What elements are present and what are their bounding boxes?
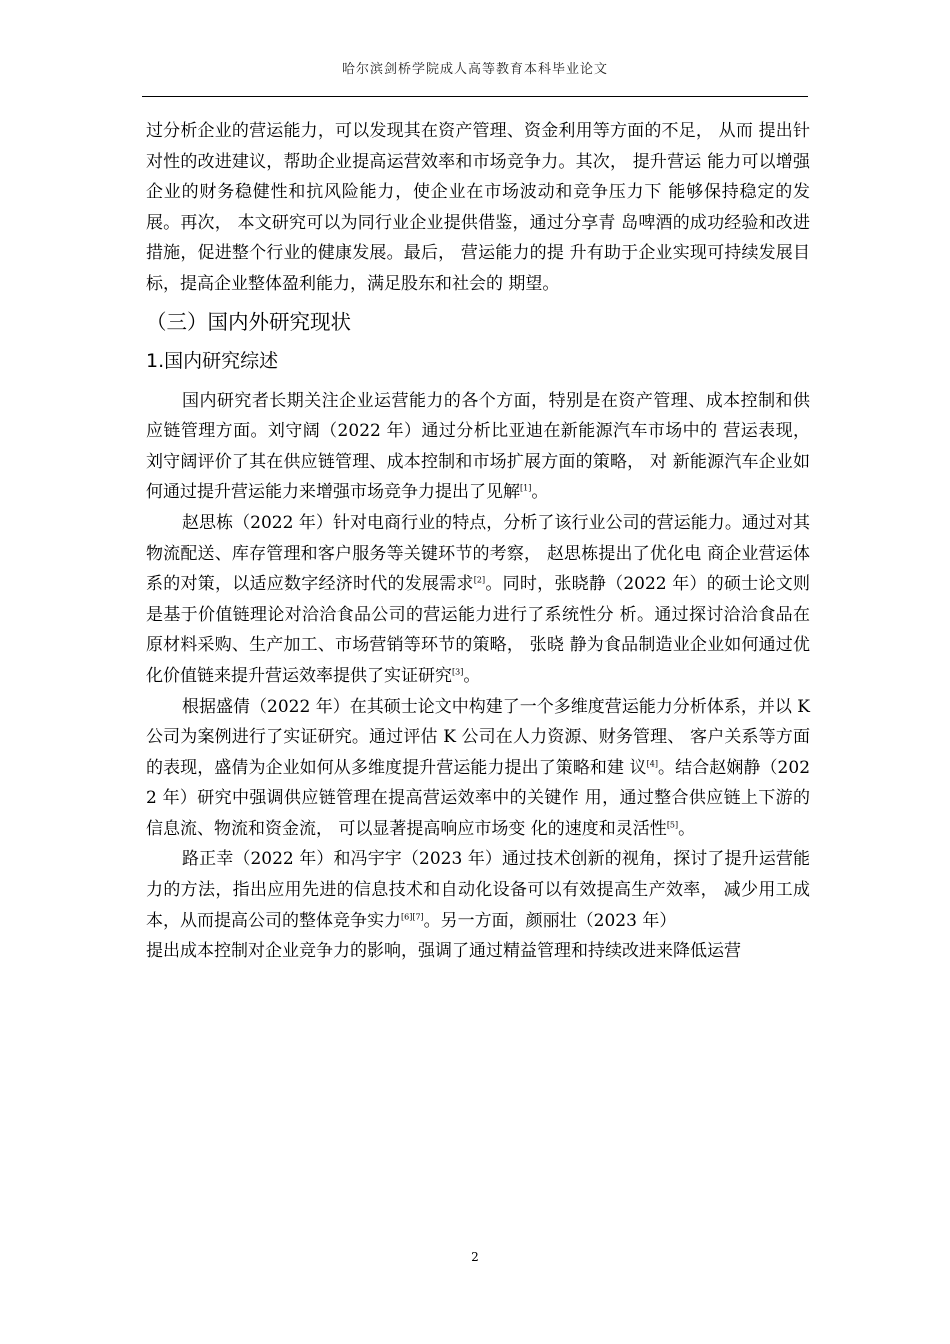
citation-ref-6-7: [6][7] (401, 912, 424, 921)
citation-ref-5: [5] (666, 820, 679, 830)
intro-paragraph: 过分析企业的营运能力，可以发现其在资产管理、资金利用等方面的不足， 从而 提出针对性的改进建议，帮助企业提高运营效率和市场竞争力。其次， 提升营运 能力可以增强企业的财务稳健性和抗风险能力，使企业在市场波动和竞争压力下 能够保持稳定的发展。再次， 本文研究可以为同行业企业提供借鉴，通过分享青 岛啤酒的成功经验和改进措施，促进整个行业的健康发展。最后， 营运能力的提 升有助于企业实现可持续发展目标，提高企业整体盈利能力，满足股东和社会的 期望。 (146, 121, 810, 294)
section-heading: （三）国内外研究现状 (146, 309, 351, 334)
paragraph-2-text-a: 赵思栋（2022 年）针对电商行业的特点，分析了该行业公司的营运能力。通过对其物流配送、库存管理和客户服务等关键环节的考察， 赵思栋提出了优化电 商企业营运体系的对策，以适应数字经济时代的发展需求 (146, 512, 810, 595)
paragraph-3-text-a: 根据盛倩（2022 年）在其硕士论文中构建了一个多维度营运能力分析体系，并以 K 公司为案例进行了实证研究。通过评估 K 公司在人力资源、财务管理、 客户关系等方面的表现，盛倩为企业如何从多维度提升营运能力提出了策略和建 议 (146, 696, 810, 778)
paragraph-2-tail: 。 (463, 665, 481, 686)
paragraph-4-tail: 。另一方面，颜丽壮（2023 年） (423, 910, 677, 931)
paragraph-1-text: 国内研究者长期关注企业运营能力的各个方面，特别是在资产管理、成本控制和供应链管理方面。刘守阔（2022 年）通过分析比亚迪在新能源汽车市场中的 营运表现，刘守阔评价了其在供应链管理、成本控制和市场扩展方面的策略， 对 新能源汽车企业如何通过提升营运能力来增强市场竞争力提出了见解 (146, 390, 810, 503)
citation-ref-1: [1] (520, 483, 532, 493)
paragraph-2 (146, 508, 810, 692)
header-rule (142, 96, 808, 97)
page-number: 2 (471, 1250, 479, 1264)
paragraph-2-text-b: 。同时，张晓静（2022 年）的硕士论文则是基于价值链理论对洽洽食品公司的营运能力进行了系统性分 析。通过探讨洽洽食品在原材料采购、生产加工、市场营销等环节的策略， 张晓 静为食品制造业企业如何通过优化价值链来提升营运效率提供了实证研究 (146, 574, 811, 686)
citation-ref-4: [4] (646, 759, 658, 769)
paragraph-3-tail: 。 (678, 818, 696, 839)
paragraph-4 (146, 844, 810, 936)
citation-ref-2: [2] (473, 575, 486, 585)
page-header: 哈尔滨剑桥学院成人高等教育本科毕业论文 (341, 62, 608, 77)
citation-ref-3: [3] (452, 667, 464, 677)
paragraph-1-tail: 。 (531, 482, 549, 503)
page-content (146, 116, 810, 967)
paragraph-5: 提出成本控制对企业竞争力的影响，强调了通过精益管理和持续改进来降低运营 (146, 941, 741, 962)
subsection-heading: 1.国内研究综述 (146, 349, 279, 372)
paragraph-3 (146, 692, 810, 845)
paragraph-3-text-b: 。结合赵娴静（2022 年）研究中强调供应链管理在提高营运效率中的关键作 用，通过整合供应链上下游的信息流、物流和资金流， 可以显著提高响应市场变 化的速度和灵活性 (146, 757, 811, 839)
paragraph-1 (146, 386, 810, 508)
paragraph-4-text: 路正幸（2022 年）和冯宇宇（2023 年）通过技术创新的视角，探讨了提升运营能力的方法，指出应用先进的信息技术和自动化设备可以有效提高生产效率， 减少用工成本，从而提高公司的整体竞争实力 (146, 849, 810, 931)
